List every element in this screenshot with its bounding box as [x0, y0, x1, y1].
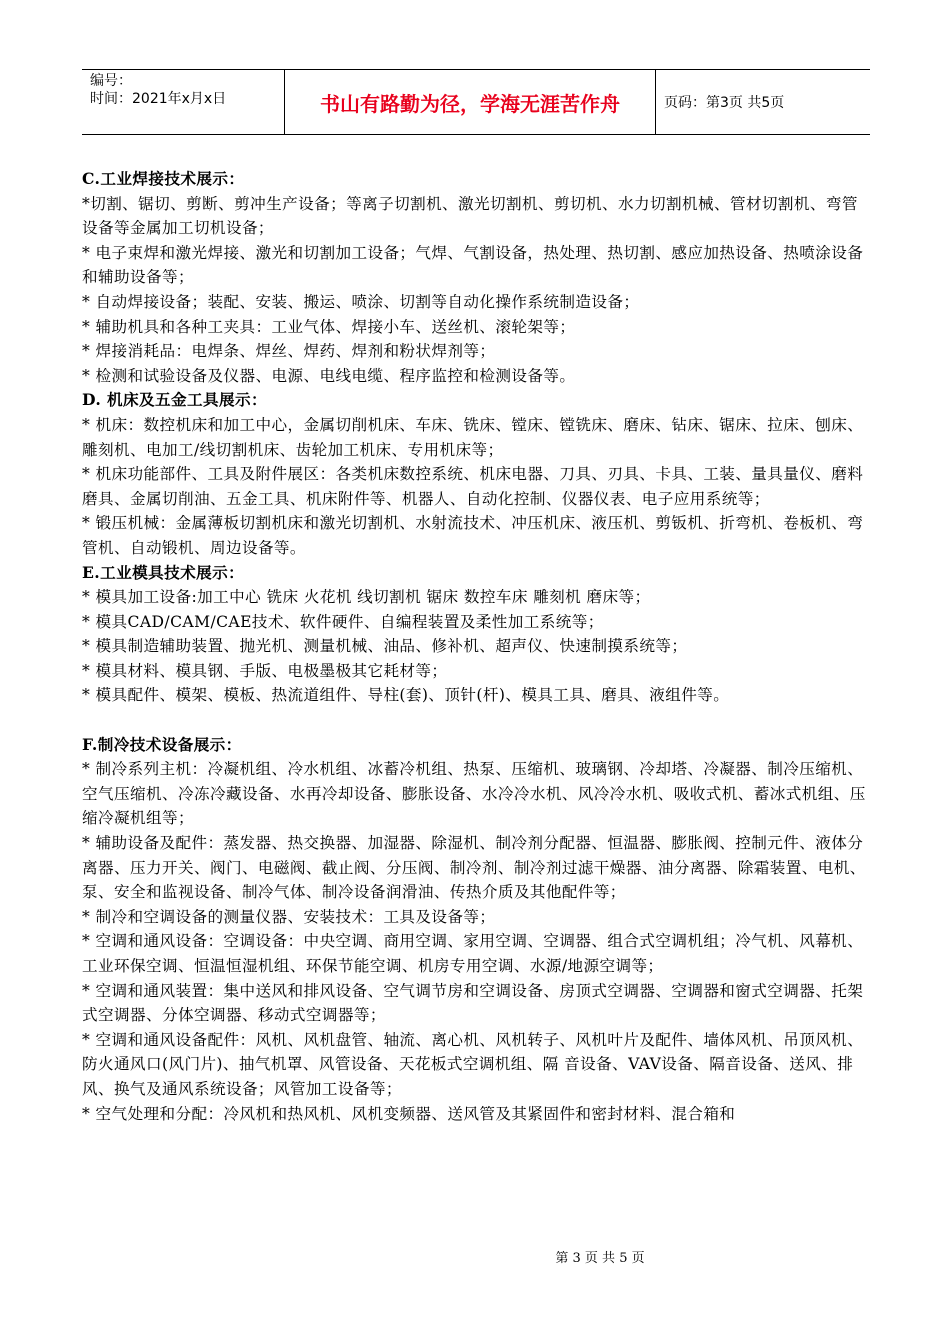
list-item: * 模具配件、模架、模板、热流道组件、导柱(套)、顶针(杆)、模具工具、磨具、液组件等。	[82, 686, 730, 705]
list-item: * 空调和通风设备配件：风机、风机盘管、轴流、离心机、风机转子、风机叶片及配件、墙体风机、吊顶风机、防火通风口(风门片)、抽气机罩、风管设备、天花板式空调机组、隔 音设备、VAV设备、隔音设备、送风、排风、换气及通风系统设备；风管加工设备等；	[82, 1030, 864, 1098]
list-item: *切割、锯切、剪断、剪冲生产设备；等离子切割机、激光切割机、剪切机、水力切割机械、管材切割机、弯管设备等金属加工切机设备；	[82, 194, 858, 238]
list-item: * 自动焊接设备；装配、安装、搬运、喷涂、切割等自动化操作系统制造设备；	[82, 292, 640, 311]
list-item: * 焊接消耗品：电焊条、焊丝、焊药、焊剂和粉状焊剂等；	[82, 342, 496, 361]
list-item: * 制冷系列主机：冷凝机组、冷水机组、冰蓄冷机组、热泵、压缩机、玻璃钢、冷却塔、冷凝器、制冷压缩机、空气压缩机、冷冻冷藏设备、水再冷却设备、膨胀设备、水冷冷水机、风冷冷水机、吸收式机、蓄冰式机组、压缩冷凝机组等；	[82, 760, 866, 828]
list-item: * 空调和通风装置：集中送风和排风设备、空气调节房和空调设备、房顶式空调器、空调器和窗式空调器、托架式空调器、分体空调器、移动式空调器等；	[82, 981, 864, 1025]
header-motto-cell	[284, 70, 656, 134]
list-item: * 空调和通风设备：空调设备：中央空调、商用空调、家用空调、空调器、组合式空调机组；冷气机、风幕机、工业环保空调、恒温恒湿机组、环保节能空调、机房专用空调、水源/地源空调等；	[82, 932, 864, 975]
footer-page-number: 第 3 页 共 5 页	[555, 1251, 645, 1266]
list-item: * 模具CAD/CAM/CAE技术、软件硬件、自编程装置及柔性加工系统等；	[82, 612, 604, 631]
list-item: * 模具制造辅助装置、抛光机、测量机械、油品、修补机、超声仪、快速制摸系统等；	[82, 637, 688, 656]
list-item: * 模具加工设备:加工中心 铣床 火花机 线切割机 锯床 数控车床 雕刻机 磨床等；	[82, 588, 651, 607]
header-motto: 书山有路勤为径，学海无涯苦作舟	[320, 91, 620, 116]
list-item: * 辅助设备及配件：蒸发器、热交换器、加湿器、除湿机、制冷剂分配器、恒温器、膨胀阀、控制元件、液体分离器、压力开关、阀门、电磁阀、截止阀、分压阀、制冷剂、制冷剂过滤干燥器、油分离器、除霜装置、电机、泵、安全和监视设备、制冷气体、制冷设备润滑油、传热介质及其他配件等；	[82, 834, 866, 902]
list-item: * 空气处理和分配：冷风机和热风机、风机变频器、送风管及其紧固件和密封材料、混合箱和	[82, 1104, 736, 1123]
document-body	[82, 167, 872, 1126]
list-item: * 检测和试验设备及仪器、电源、电线电缆、程序监控和检测设备等。	[82, 366, 576, 385]
page-footer	[0, 1247, 950, 1266]
list-item: * 模具材料、模具钢、手版、电极墨极其它耗材等；	[82, 661, 448, 680]
header-page-info: 页码：第3页 共5页	[664, 95, 785, 111]
section-heading: C.工业焊接技术展示：	[82, 169, 245, 188]
list-item: * 制冷和空调设备的测量仪器、安装技术：工具及设备等；	[82, 907, 496, 926]
list-item: * 机床：数控机床和加工中心，金属切削机床、车床、铣床、镗床、镗铣床、磨床、钻床、锯床、拉床、刨床、雕刻机、电加工/线切割机床、齿轮加工机床、专用机床等；	[82, 415, 864, 459]
list-item: * 电子束焊和激光焊接、激光和切割加工设备；气焊、气割设备，热处理、热切割、感应加热设备、热喷涂设备和辅助设备等；	[82, 243, 864, 287]
section-heading: F.制冷技术设备展示：	[82, 734, 242, 754]
blank-line	[82, 708, 872, 733]
list-item: * 辅助机具和各种工夹具：工业气体、焊接小车、送丝机、滚轮架等；	[82, 317, 576, 336]
header-page-cell	[656, 70, 870, 134]
page-header	[82, 69, 870, 135]
section-heading: E.工业模具技术展示：	[82, 562, 245, 582]
list-item: * 锻压机械：金属薄板切割机床和激光切割机、水射流技术、冲压机床、液压机、剪钣机、折弯机、卷板机、弯管机、自动锻机、周边设备等。	[82, 514, 864, 557]
section-heading: D. 机床及五金工具展示：	[82, 390, 267, 410]
document-number-label: 编号：	[90, 73, 132, 89]
header-left-cell	[82, 70, 284, 134]
list-item: * 机床功能部件、工具及附件展区：各类机床数控系统、机床电器、刀具、刃具、卡具、工装、量具量仪、磨料磨具、金属切削油、五金工具、机床附件等、机器人、自动化控制、仪器仪表、电子应用系统等；	[82, 465, 864, 508]
document-date: 时间：2021年x月x日	[90, 91, 227, 107]
